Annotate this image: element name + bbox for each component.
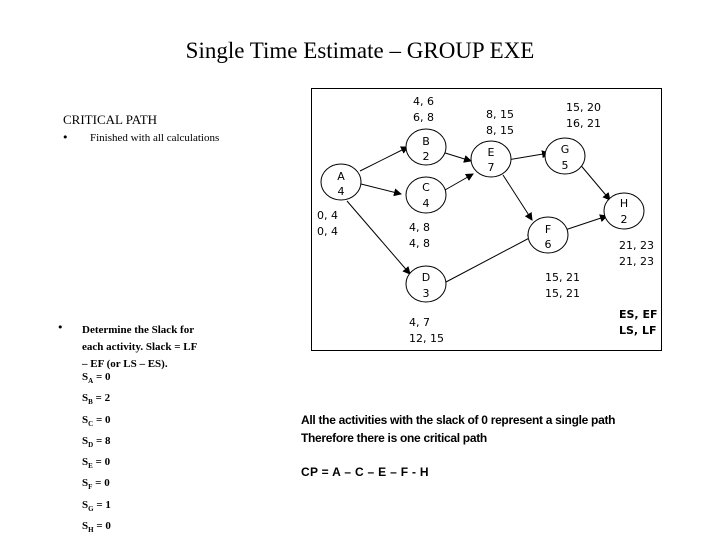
node-c-ls-lf: 4, 8 — [409, 237, 430, 250]
node-e-ls-lf: 8, 15 — [486, 124, 514, 137]
slack-value-a: $S_A = 0$ — [82, 371, 111, 386]
slack-instruction-line: – EF (or LS – ES). — [82, 358, 168, 370]
slack-value-d: $S_D = 8$ — [82, 434, 111, 450]
edge-a-c — [361, 184, 401, 194]
node-a-es-ef: 0, 4 — [317, 209, 338, 222]
node-h-label: H — [619, 197, 629, 210]
node-d-ls-lf: 12, 15 — [409, 332, 444, 345]
node-h-duration: 2 — [620, 213, 628, 226]
edge-c-e — [445, 174, 473, 190]
node-h-es-ef: 21, 23 — [619, 239, 654, 252]
slack-instruction-line: Determine the Slack for — [82, 324, 195, 336]
node-e-es-ef: 8, 15 — [486, 108, 514, 121]
legend-ls-lf: LS, LF — [619, 324, 657, 337]
edge-a-d — [347, 201, 410, 274]
network-svg — [312, 89, 663, 352]
edge-e-g — [507, 153, 549, 160]
critical-path-heading: CRITICAL PATH — [63, 112, 158, 127]
node-a-label: A — [337, 170, 345, 183]
node-g-label: G — [560, 143, 570, 156]
node-f-es-ef: 15, 21 — [545, 271, 580, 284]
node-b-label: B — [422, 135, 430, 148]
bullet-icon: • — [57, 321, 64, 334]
bullet-finished-text: Finished with all calculations — [90, 132, 220, 144]
node-b-duration: 2 — [422, 150, 430, 163]
node-d-duration: 3 — [422, 287, 430, 300]
slack-value-f: $S_F = 0$ — [82, 477, 110, 492]
node-d-es-ef: 4, 7 — [409, 316, 430, 329]
slide-title: Single Time Estimate – GROUP EXE — [185, 38, 535, 63]
summary-line-2: Therefore there is one critical path — [301, 431, 487, 445]
edge-f-h — [565, 216, 607, 230]
node-g-duration: 5 — [561, 159, 569, 172]
legend-es-ef: ES, EF — [619, 308, 658, 321]
node-c-label: C — [422, 181, 430, 194]
node-g-es-ef: 15, 20 — [566, 101, 601, 114]
slack-instruction-line: each activity. Slack = LF — [82, 341, 198, 353]
edge-b-e — [442, 152, 471, 161]
node-c-duration: 4 — [422, 197, 430, 210]
node-b-es-ef: 4, 6 — [413, 95, 434, 108]
node-b-ls-lf: 6, 8 — [413, 111, 434, 124]
node-e-label: E — [487, 146, 495, 159]
edge-e-f — [503, 175, 532, 220]
node-g-ls-lf: 16, 21 — [566, 117, 601, 130]
node-f-duration: 6 — [544, 238, 552, 251]
network-diagram — [311, 88, 662, 351]
critical-path-result: CP = A – C – E – F - H — [301, 465, 429, 479]
node-f-ls-lf: 15, 21 — [545, 287, 580, 300]
node-f-label: F — [544, 223, 552, 236]
edge-d-f — [446, 235, 535, 282]
slack-value-g: $S_G = 1$ — [82, 498, 111, 513]
node-a-ls-lf: 0, 4 — [317, 225, 338, 238]
edge-a-b — [360, 147, 408, 171]
slack-value-h: $S_H = 0$ — [82, 519, 111, 535]
slack-values-list — [82, 369, 111, 539]
slack-value-b: $S_B = 2$ — [82, 392, 111, 407]
node-h-ls-lf: 21, 23 — [619, 255, 654, 268]
node-a-duration: 4 — [337, 185, 345, 198]
node-e-duration: 7 — [487, 161, 495, 174]
node-d-label: D — [421, 271, 431, 284]
slack-instructions — [82, 322, 232, 373]
bullet-icon: • — [62, 131, 69, 144]
slack-value-c: $S_C = 0$ — [82, 413, 111, 428]
edge-g-h — [578, 162, 610, 200]
summary-line-1: All the activities with the slack of 0 represent a single path — [301, 413, 616, 427]
node-c-es-ef: 4, 8 — [409, 221, 430, 234]
summary-text — [301, 411, 615, 447]
slack-value-e: $S_E = 0$ — [82, 456, 111, 471]
